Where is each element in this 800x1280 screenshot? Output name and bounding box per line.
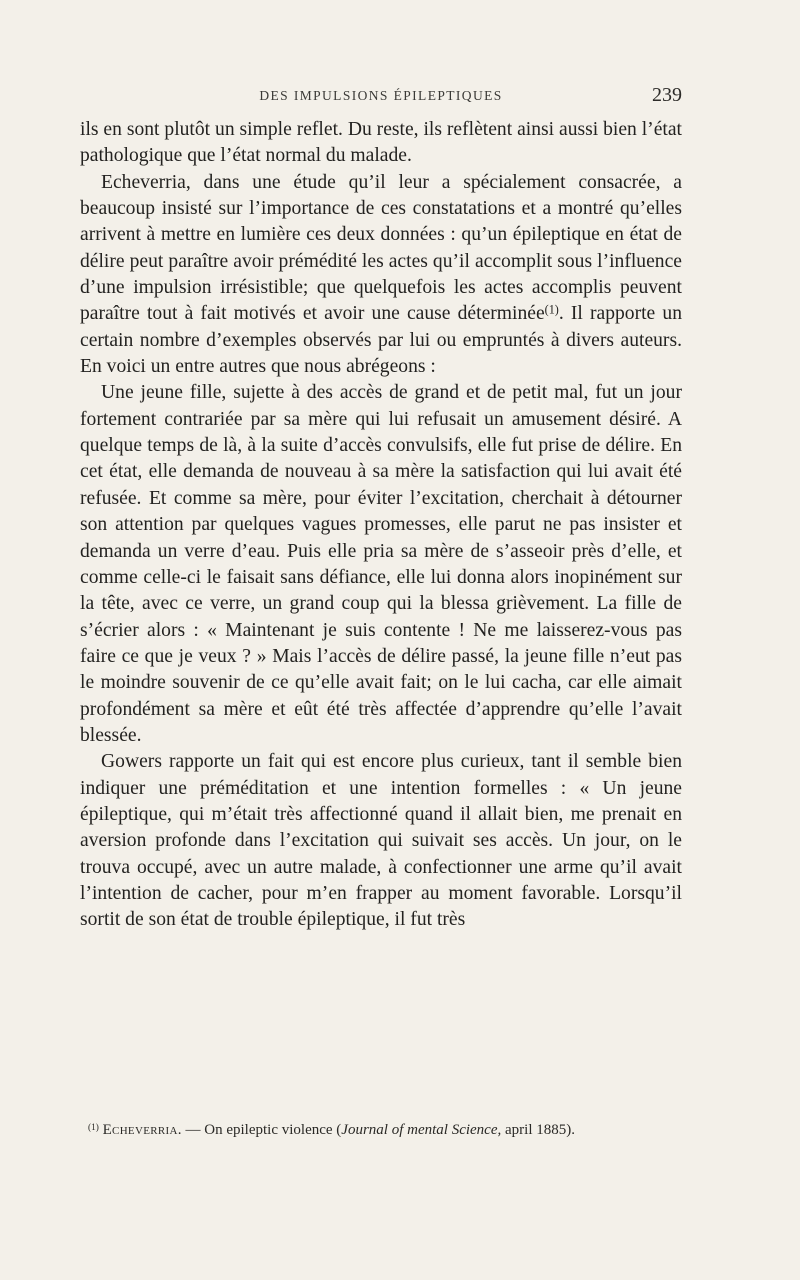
footnote-rest: april 1885). <box>501 1122 575 1138</box>
paragraph-4: Gowers rapporte un fait qui est encore plus curieux, tant il semble bien indiquer une préméditation et une intention formelles : « Un jeune épileptique, qui m’était très affectionné quand il allait bien, me prenait en aversion profonde dans l’excitation qui suivait ses accès. Un jour, on le trouva occupé, avec un autre malade, à confectionner une arme qu’il avait l’intention de cacher, pour m’en frapper au moment favorable. Lorsqu’il sortit de son état de trouble épileptique, il fut très <box>80 751 682 931</box>
footnote <box>80 1120 682 1140</box>
paragraph-2-part-b: . Il rapporte un certain nombre d’exemples observés par lui ou empruntés à divers auteurs. En voici un entre autres que nous abrégeons : <box>80 303 682 378</box>
running-head <box>80 84 682 112</box>
paragraph-3: Une jeune fille, sujette à des accès de grand et de petit mal, fut un jour fortement contrariée par sa mère qui lui refusait un amusement désiré. A quelque temps de là, à la suite d’accès convulsifs, elle fut prise de délire. En cet état, elle demanda de nouveau à sa mère la satisfaction qui lui avait été refusée. Et comme sa mère, pour éviter l’excitation, cherchait à détourner son attention par quelques vagues promesses, elle parut ne pas insister et demanda un verre d’eau. Puis elle pria sa mère de s’asseoir près d’elle, et comme celle-ci le faisait sans défiance, elle lui donna alors inopinément sur la tête, avec ce verre, un grand coup qui la blessa grièvement. La fille de s’écrier alors : « Maintenant je suis contente ! Ne me laisserez-vous pas faire ce que je veux ? » Mais l’accès de délire passé, la jeune fille n’eut pas le moindre souvenir de ce qu’elle avait fait; on le lui cacha, car elle aimait profondément sa mère et eût été très affectée d’apprendre qu’elle l’avait blessée. <box>80 382 682 746</box>
page-number: 239 <box>652 84 682 106</box>
paragraph-2 <box>80 170 682 381</box>
body-text <box>80 117 682 934</box>
footnote-journal: Journal of mental Science, <box>341 1122 502 1138</box>
footnote-dash: — On epileptic violence ( <box>181 1122 342 1138</box>
running-title: DES IMPULSIONS ÉPILEPTIQUES <box>259 88 503 103</box>
paragraph-2-part-a: Echeverria, dans une étude qu’il leur a spécialement consacrée, a beaucoup insisté sur l’importance de ces constatations et a montré qu’elles arrivent à mettre en lumière ces deux données : qu’un épileptique en état de délire peut paraître avoir prémédité les actes qu’il accomplit sous l’influence d’une impulsion irrésistible; que quelquefois les actes accomplis peuvent paraître tout à fait motivés et avoir une cause déterminée <box>80 171 682 325</box>
footnote-marker: (1) <box>88 1122 99 1133</box>
paragraph-1: ils en sont plutôt un simple reflet. Du reste, ils reflètent ainsi aussi bien l’état pathologique que l’état normal du malade. <box>80 119 682 167</box>
footnote-author: Echeverria. <box>102 1122 182 1138</box>
footnote-reference: (1) <box>544 302 559 317</box>
